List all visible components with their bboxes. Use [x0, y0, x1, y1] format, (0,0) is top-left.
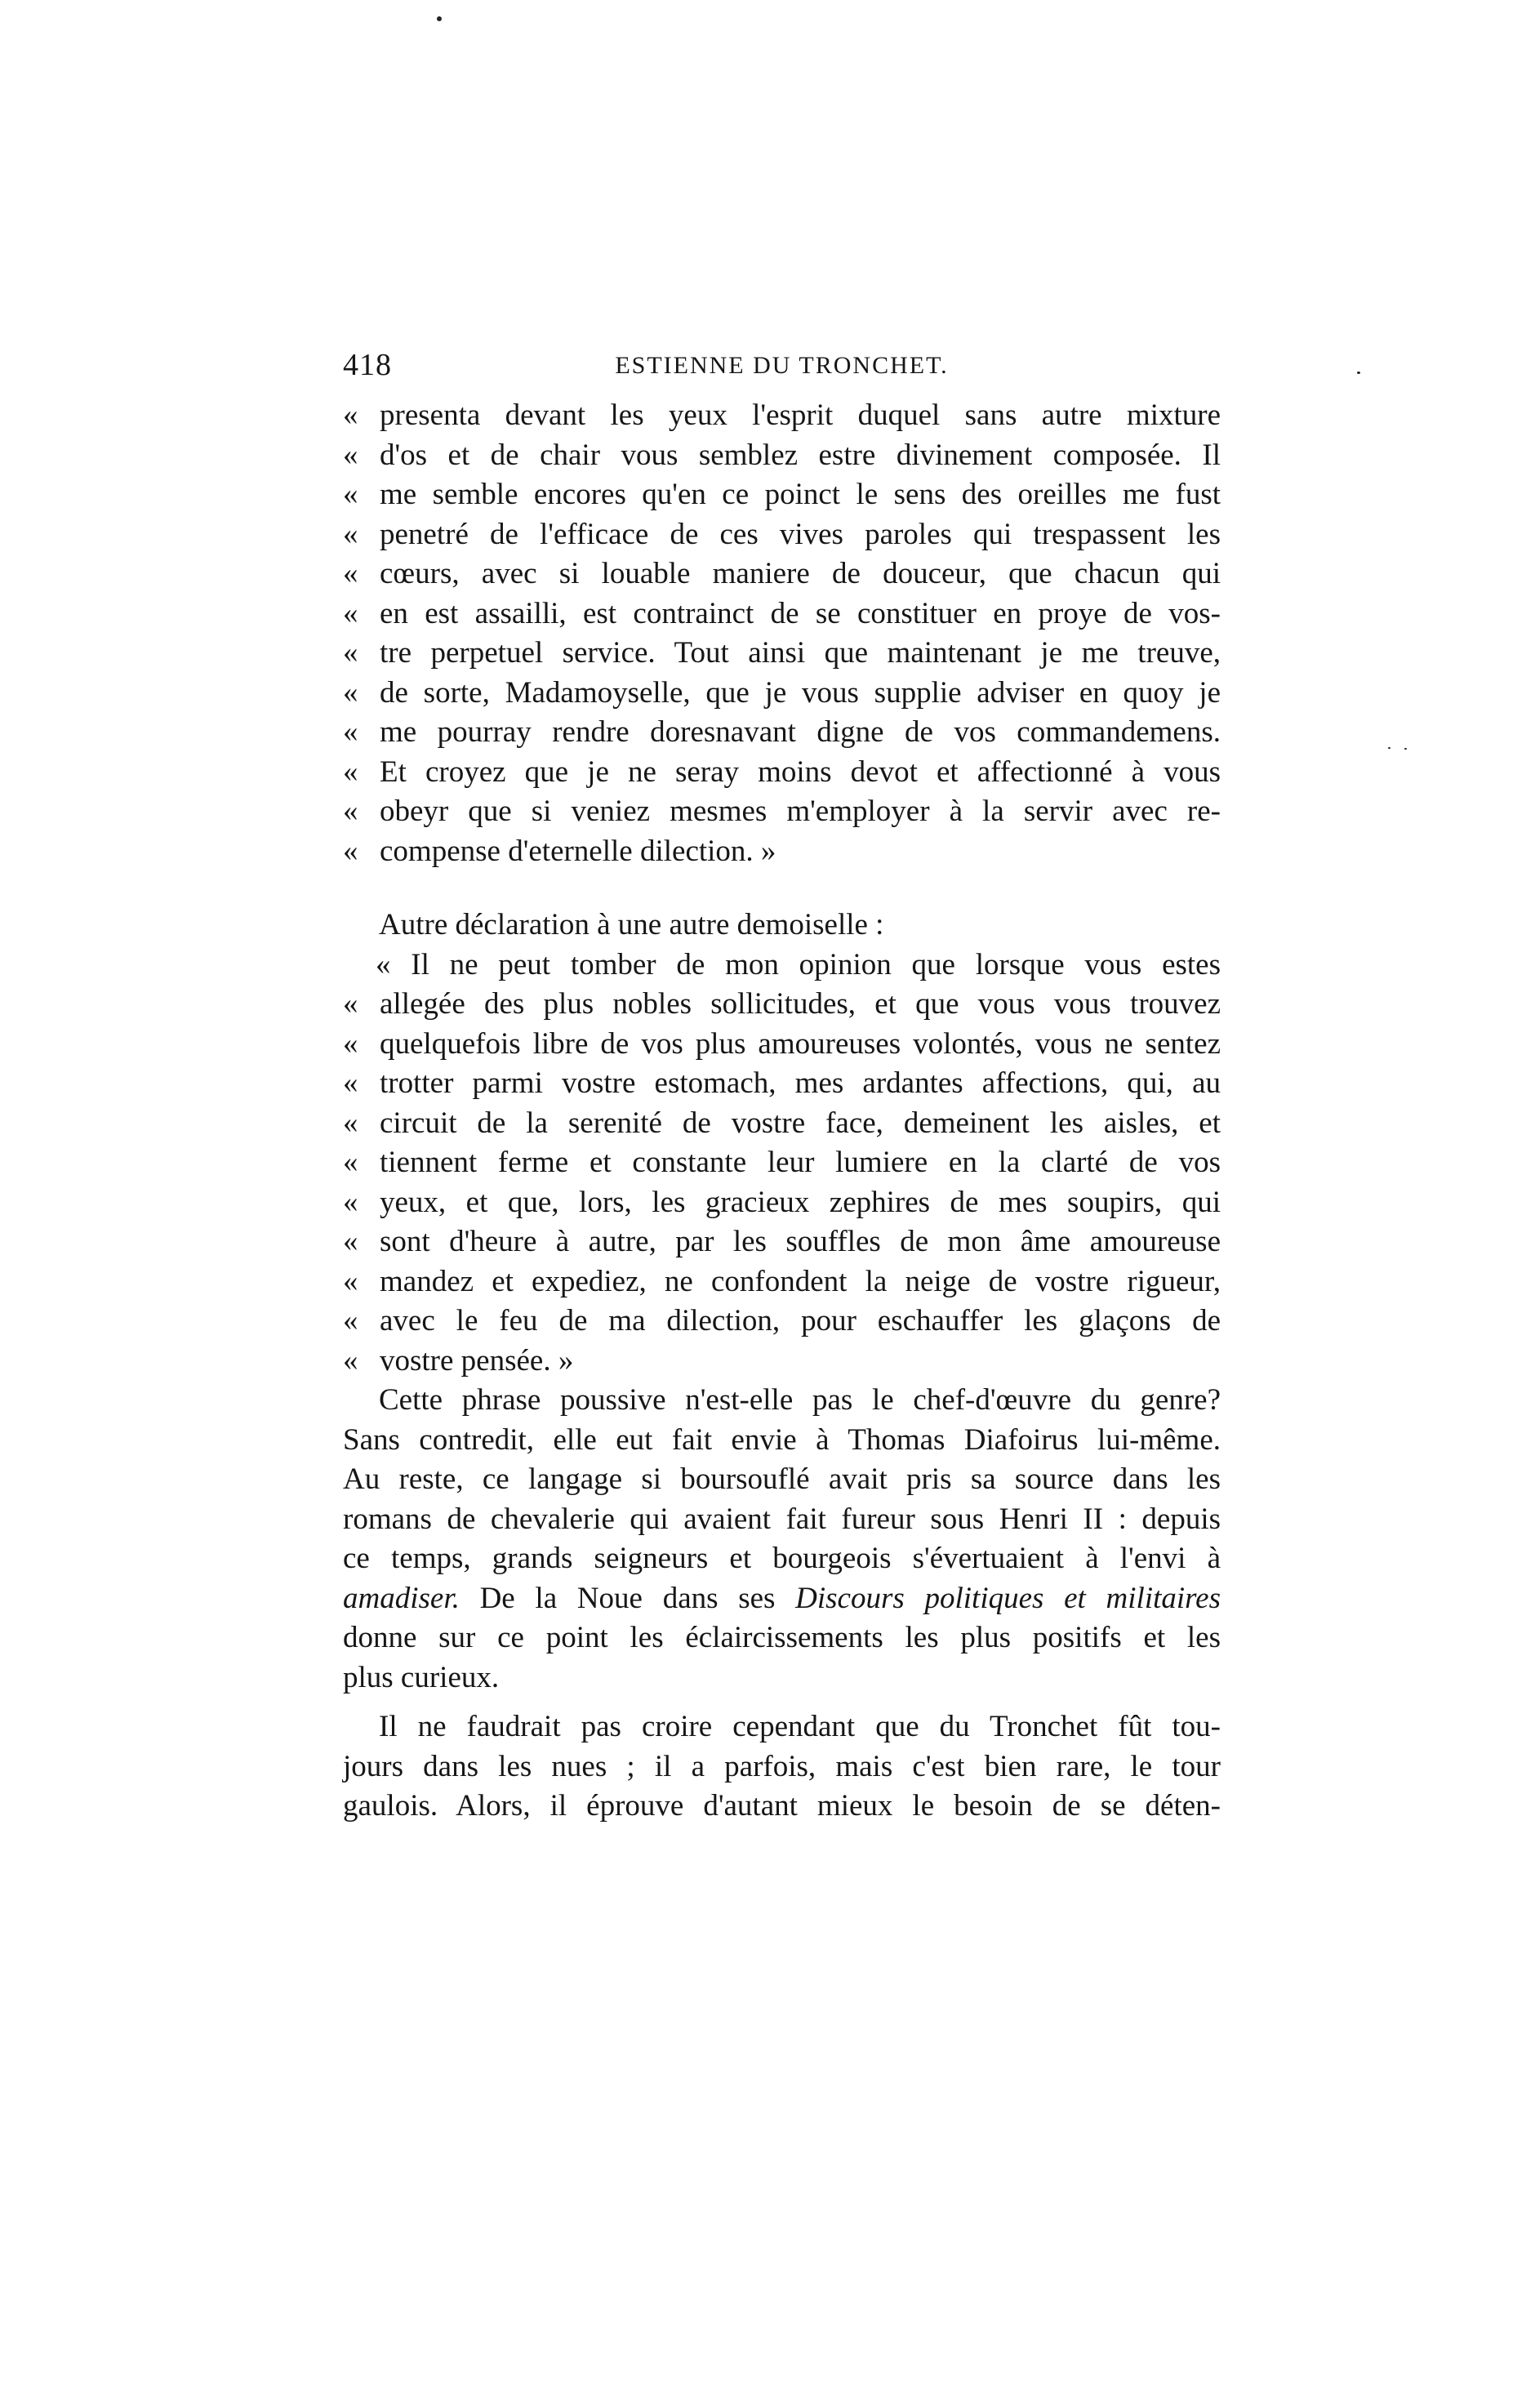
quote-line-text: tiennent ferme et constante leur lumiere en la clarté de vos: [380, 1146, 1221, 1179]
quote-line: [343, 1025, 1221, 1065]
guillemet-mark: «: [343, 987, 358, 1021]
quote-line: [343, 1104, 1221, 1144]
paragraph-line: [343, 1579, 1221, 1619]
quote-letter-1: [343, 396, 1221, 871]
quote-line: [343, 1222, 1221, 1262]
guillemet-mark: «: [343, 1066, 358, 1100]
quote-line: [343, 594, 1221, 634]
quote-letter-2: [343, 985, 1221, 1381]
quote-line: [343, 713, 1221, 753]
quote-line-text: me pourray rendre doresnavant digne de vos commandemens.: [380, 715, 1221, 749]
quote-line: [343, 554, 1221, 594]
guillemet-mark: «: [343, 478, 358, 511]
quote-2-first-line: « Il ne peut tomber de mon opinion que lorsque vous estes: [376, 947, 1221, 981]
quote-line: [343, 515, 1221, 555]
paragraph-line: gaulois. Alors, il éprouve d'autant mieux le besoin de se déten-: [343, 1789, 1221, 1823]
guillemet-mark: «: [343, 1264, 358, 1298]
quote-line: [343, 985, 1221, 1025]
guillemet-mark: «: [343, 1146, 358, 1179]
quote-line-text: compense d'eternelle dilection. »: [380, 834, 776, 868]
quote-line: [343, 753, 1221, 793]
quote-line-text: avec le feu de ma dilection, pour eschauffer les glaçons de: [380, 1304, 1221, 1338]
quote-line-text: allegée des plus nobles sollicitudes, et que vous vous trouvez: [380, 987, 1221, 1021]
quote-line: [343, 634, 1221, 674]
quote-line: [343, 436, 1221, 476]
paragraph-line: plus curieux.: [343, 1660, 500, 1694]
ink-speck: [437, 16, 442, 21]
italic-word: amadiser.: [343, 1581, 460, 1615]
quote-line-text: sont d'heure à autre, par les souffles de mon âme amoureuse: [380, 1225, 1221, 1258]
quote-line-text: circuit de la serenité de vostre face, demeinent les aisles, et: [380, 1106, 1221, 1140]
quote-line-text: presenta devant les yeux l'esprit duquel sans autre mixture: [380, 398, 1221, 432]
paragraph-text: De la Noue dans ses: [459, 1581, 796, 1615]
quote-line: [343, 1183, 1221, 1223]
page-number: 418: [343, 348, 392, 382]
guillemet-mark: «: [343, 1225, 358, 1258]
guillemet-mark: «: [343, 517, 358, 551]
paragraph-line: romans de chevalerie qui avaient fait fureur sous Henri II : depuis: [343, 1502, 1221, 1536]
quote-line: [343, 1064, 1221, 1104]
paragraph-line: Au reste, ce langage si boursouflé avait pris sa source dans les: [343, 1462, 1221, 1496]
text-block: [343, 347, 1221, 1827]
paragraph-line: donne sur ce point les éclaircissements les plus positifs et les: [343, 1621, 1221, 1654]
paragraph-commentary: [343, 1381, 1221, 1698]
guillemet-mark: «: [343, 715, 358, 749]
guillemet-mark: «: [343, 398, 358, 432]
quote-line-text: en est assailli, est contrainct de se constituer en proye de vos-: [380, 596, 1221, 630]
margin-mark: [1404, 748, 1407, 750]
quote-line: [343, 1342, 1221, 1382]
guillemet-mark: «: [343, 1343, 358, 1378]
quote-line-text: de sorte, Madamoyselle, que je vous supplie adviser en quoy je: [380, 675, 1221, 710]
quote-line: [343, 1262, 1221, 1302]
guillemet-mark: «: [343, 1106, 358, 1140]
guillemet-mark: «: [343, 557, 358, 590]
paragraph-line: Cette phrase poussive n'est-elle pas le chef-d'œuvre du genre?: [379, 1383, 1221, 1417]
quote-line-text: yeux, et que, lors, les gracieux zephires de mes soupirs, qui: [380, 1185, 1221, 1219]
quote-line-text: d'os et de chair vous semblez estre divinement composée. Il: [380, 438, 1221, 472]
guillemet-mark: «: [343, 596, 358, 630]
quote-line: [343, 792, 1221, 832]
quote-line: [343, 475, 1221, 515]
guillemet-mark: «: [343, 795, 358, 828]
quote-line: [343, 832, 1221, 872]
paragraph-line: Il ne faudrait pas croire cependant que du Tronchet fût tou-: [379, 1710, 1221, 1743]
paragraph-line: ce temps, grands seigneurs et bourgeois s'évertuaient à l'envi à: [343, 1542, 1221, 1575]
paragraph-line: jours dans les nues ; il a parfois, mais c'est bien rare, le tour: [343, 1749, 1221, 1783]
intro-line: Autre déclaration à une autre demoiselle :: [379, 908, 884, 941]
quote-line: [343, 674, 1221, 714]
paragraph-tronchet: [343, 1707, 1221, 1827]
quote-line-text: obeyr que si veniez mesmes m'employer à la servir avec re-: [380, 795, 1221, 828]
paragraph-line: Sans contredit, elle eut fait envie à Thomas Diafoirus lui-même.: [343, 1422, 1221, 1457]
margin-mark: [1388, 747, 1390, 749]
quote-line: [343, 1143, 1221, 1183]
paragraph-gap: [343, 1698, 1221, 1707]
quote-line: [343, 1302, 1221, 1342]
guillemet-mark: «: [343, 754, 358, 789]
margin-mark: [1357, 372, 1360, 374]
running-head: [343, 347, 1221, 396]
guillemet-mark: «: [343, 675, 358, 710]
guillemet-mark: «: [343, 636, 358, 670]
quote-line-text: mandez et expediez, ne confondent la neige de vostre rigueur,: [380, 1264, 1221, 1298]
guillemet-mark: «: [343, 1304, 358, 1338]
guillemet-mark: «: [343, 1026, 358, 1061]
quote-line-text: tre perpetuel service. Tout ainsi que maintenant je me treuve,: [380, 636, 1221, 670]
italic-title: Discours politiques et militaires: [795, 1581, 1221, 1615]
quote-line-text: Et croyez que je ne seray moins devot et affectionné à vous: [380, 754, 1221, 789]
quote-line-text: penetré de l'efficace de ces vives paroles qui trespassent les: [380, 517, 1221, 551]
quote-line-text: vostre pensée. »: [380, 1343, 574, 1378]
guillemet-mark: «: [343, 1185, 358, 1219]
quote-line: [343, 396, 1221, 436]
guillemet-mark: «: [343, 438, 358, 472]
quote-line-text: trotter parmi vostre estomach, mes ardantes affections, qui, au: [380, 1066, 1221, 1100]
running-title: ESTIENNE DU TRONCHET.: [615, 352, 949, 379]
quote-line-text: quelquefois libre de vos plus amoureuses volontés, vous ne sentez: [380, 1026, 1221, 1061]
quote-line-text: me semble encores qu'en ce poinct le sens des oreilles me fust: [380, 478, 1221, 511]
quote-line-text: cœurs, avec si louable maniere de douceur, que chacun qui: [380, 557, 1221, 590]
guillemet-mark: «: [343, 834, 358, 868]
section-gap: [343, 871, 1221, 906]
